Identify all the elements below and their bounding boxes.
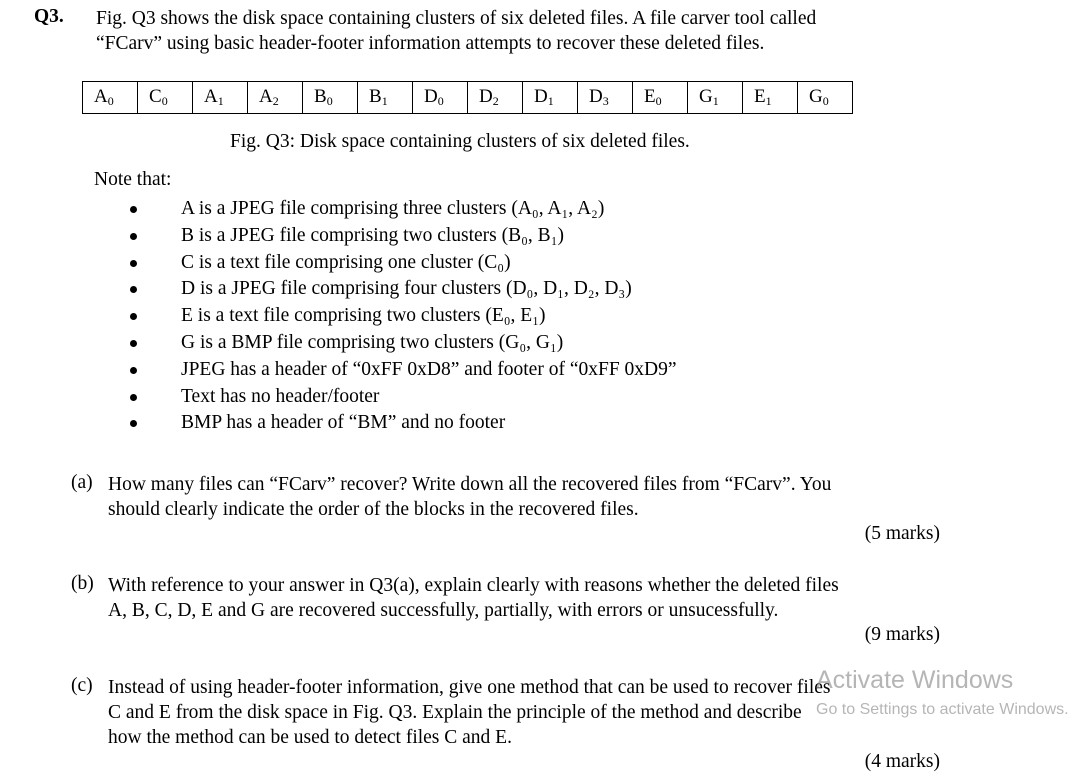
part-b-marks: (9 marks) xyxy=(864,624,940,645)
watermark-title: Activate Windows xyxy=(816,666,1014,694)
figure-caption: Fig. Q3: Disk space containing clusters of six deleted files. xyxy=(230,131,690,152)
part-a-line: should clearly indicate the order of the blocks in the recovered files. xyxy=(108,499,639,520)
list-item xyxy=(130,330,677,357)
cluster-letter: D xyxy=(424,86,438,107)
note-text: E is a text file comprising two clusters (E₀, E₁) xyxy=(181,305,546,327)
part-b-line: With reference to your answer in Q3(a), explain clearly with reasons whether the deleted files xyxy=(108,575,839,596)
note-text: G is a BMP file comprising two clusters (G₀, G₁) xyxy=(181,331,564,353)
notes-list xyxy=(130,196,677,437)
bullet-icon xyxy=(130,420,137,427)
cluster-letter: D xyxy=(534,86,548,107)
list-item xyxy=(130,410,677,437)
list-item xyxy=(130,196,677,223)
cluster-index: 1 xyxy=(381,94,388,108)
list-item xyxy=(130,357,677,384)
part-c-line: C and E from the disk space in Fig. Q3. Explain the principle of the method and describe xyxy=(108,702,802,723)
note-text: JPEG has a header of “0xFF 0xD8” and footer of “0xFF 0xD9” xyxy=(181,358,677,380)
cluster-letter: B xyxy=(369,86,382,107)
bullet-icon xyxy=(130,206,137,213)
note-text: B is a JPEG file comprising two clusters (B₀, B₁) xyxy=(181,224,564,246)
activation-watermark xyxy=(816,666,1069,718)
cluster-cell xyxy=(303,82,358,114)
note-text: Text has no header/footer xyxy=(181,385,380,407)
bullet-icon xyxy=(130,340,137,347)
cluster-letter: A xyxy=(204,86,218,107)
part-c-line: Instead of using header-footer information, give one method that can be used to recover files xyxy=(108,677,831,698)
cluster-index: 0 xyxy=(161,94,168,108)
cluster-index: 1 xyxy=(547,94,554,108)
disk-cluster-table xyxy=(82,81,853,114)
part-c-line: how the method can be used to detect files C and E. xyxy=(108,727,512,748)
cluster-index: 0 xyxy=(326,94,333,108)
cluster-letter: C xyxy=(149,86,162,107)
list-item xyxy=(130,223,677,250)
cluster-index: 0 xyxy=(107,94,114,108)
cluster-cell xyxy=(633,82,688,114)
cluster-letter: E xyxy=(644,86,656,107)
part-a-marks: (5 marks) xyxy=(864,523,940,544)
part-b-text xyxy=(108,573,948,623)
cluster-letter: B xyxy=(314,86,327,107)
cluster-cell xyxy=(248,82,303,114)
cluster-letter: G xyxy=(699,86,713,107)
intro-line: Fig. Q3 shows the disk space containing clusters of six deleted files. A file carver tool called xyxy=(96,8,817,29)
part-a-line: How many files can “FCarv” recover? Write down all the recovered files from “FCarv”. You xyxy=(108,474,832,495)
cluster-index: 0 xyxy=(655,94,662,108)
list-item xyxy=(130,250,677,277)
bullet-icon xyxy=(130,233,137,240)
intro-line: “FCarv” using basic header-footer information attempts to recover these deleted files. xyxy=(96,33,765,54)
cluster-letter: A xyxy=(94,86,108,107)
cluster-index: 0 xyxy=(437,94,444,108)
part-b-label: (b) xyxy=(71,573,94,594)
cluster-index: 1 xyxy=(217,94,224,108)
bullet-icon xyxy=(130,260,137,267)
cluster-cell xyxy=(193,82,248,114)
part-a-text xyxy=(108,472,948,522)
bullet-icon xyxy=(130,394,137,401)
watermark-subtitle: Go to Settings to activate Windows. xyxy=(816,701,1069,718)
bullet-icon xyxy=(130,286,137,293)
cluster-cell xyxy=(688,82,743,114)
cluster-index: 1 xyxy=(712,94,719,108)
list-item xyxy=(130,303,677,330)
list-item xyxy=(130,276,677,303)
cluster-cell xyxy=(798,82,853,114)
part-c-marks: (4 marks) xyxy=(864,751,940,772)
part-a-label: (a) xyxy=(71,472,93,493)
cluster-cell xyxy=(578,82,633,114)
cluster-index: 3 xyxy=(602,94,609,108)
question-intro xyxy=(96,6,976,56)
cluster-index: 2 xyxy=(272,94,279,108)
note-text: A is a JPEG file comprising three clusters (A₀, A₁, A₂) xyxy=(181,198,605,219)
cluster-cell xyxy=(468,82,523,114)
cluster-cell xyxy=(358,82,413,114)
note-text: C is a text file comprising one cluster (C₀) xyxy=(181,251,511,273)
cluster-cell xyxy=(523,82,578,114)
cluster-index: 0 xyxy=(822,94,829,108)
part-b-line: A, B, C, D, E and G are recovered successfully, partially, with errors or unsucessfully. xyxy=(108,600,779,621)
note-heading: Note that: xyxy=(94,169,172,190)
part-c-label: (c) xyxy=(71,675,93,696)
cluster-letter: E xyxy=(754,86,766,107)
cluster-index: 2 xyxy=(492,94,499,108)
cluster-row xyxy=(83,82,853,114)
cluster-cell xyxy=(83,82,138,114)
note-text: BMP has a header of “BM” and no footer xyxy=(181,412,506,434)
cluster-cell xyxy=(413,82,468,114)
cluster-index: 1 xyxy=(765,94,772,108)
cluster-letter: G xyxy=(809,86,823,107)
cluster-letter: A xyxy=(259,86,273,107)
cluster-cell xyxy=(138,82,193,114)
note-text: D is a JPEG file comprising four clusters (D₀, D₁, D₂, D₃) xyxy=(181,278,632,300)
bullet-icon xyxy=(130,367,137,374)
cluster-letter: D xyxy=(479,86,493,107)
bullet-icon xyxy=(130,313,137,320)
cluster-letter: D xyxy=(589,86,603,107)
question-number: Q3. xyxy=(34,6,64,27)
list-item xyxy=(130,384,677,411)
cluster-cell xyxy=(743,82,798,114)
